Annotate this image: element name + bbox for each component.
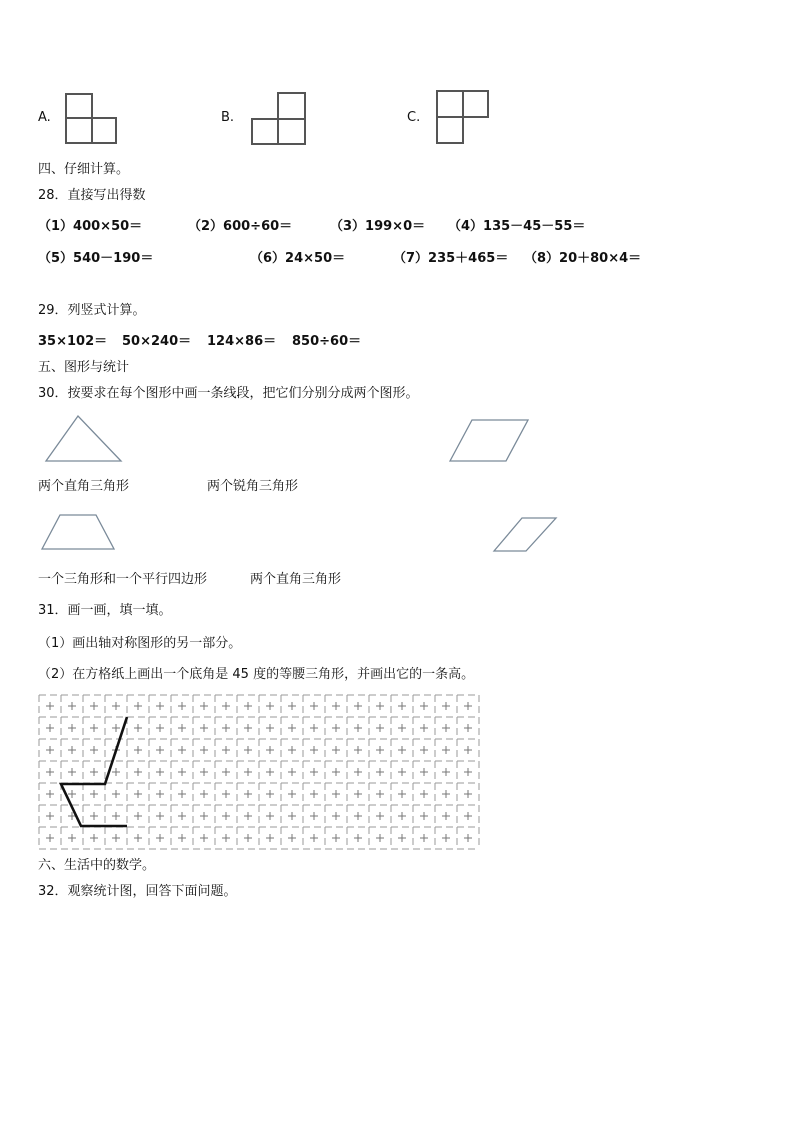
option-c-figure <box>435 90 491 146</box>
q29-item-1: 35×102＝ <box>38 334 108 349</box>
option-b-label: B. <box>221 110 235 125</box>
option-b-figure <box>250 92 308 146</box>
section4-heading: 四、仔细计算。 <box>38 162 130 177</box>
option-c-label: C. <box>407 110 421 125</box>
q29-title: 29．列竖式计算。 <box>38 303 146 318</box>
q28-item-5: （5）540－190＝ <box>38 251 154 266</box>
q31-part1: （1）画出轴对称图形的另一部分。 <box>38 636 242 651</box>
q29-item-3: 124×86＝ <box>207 334 277 349</box>
q28-item-1: （1）400×50＝ <box>38 219 143 234</box>
q30-caption-1: 两个直角三角形 <box>38 479 130 494</box>
q28-item-3: （3）199×0＝ <box>330 219 426 234</box>
triangle-shape <box>44 414 124 464</box>
q29-item-2: 50×240＝ <box>122 334 192 349</box>
grid-paper <box>38 694 482 852</box>
q28-item-2: （2）600÷60＝ <box>188 219 293 234</box>
q28-item-6: （6）24×50＝ <box>250 251 346 266</box>
q28-item-4: （4）135－45－55＝ <box>448 219 586 234</box>
section6-heading: 六、生活中的数学。 <box>38 858 156 873</box>
q32-title: 32．观察统计图，回答下面问题。 <box>38 884 237 899</box>
q28-title: 28．直接写出得数 <box>38 188 146 203</box>
q29-item-4: 850÷60＝ <box>292 334 362 349</box>
q28-item-8: （8）20＋80×4＝ <box>524 251 642 266</box>
q30-caption-2: 两个锐角三角形 <box>207 479 299 494</box>
option-a-label: A. <box>38 110 51 125</box>
q28-item-7: （7）235＋465＝ <box>393 251 509 266</box>
q30-caption-3: 一个三角形和一个平行四边形 <box>38 572 208 587</box>
parallelogram-shape-1 <box>448 418 530 464</box>
q31-part2: （2）在方格纸上画出一个底角是 45 度的等腰三角形，并画出它的一条高。 <box>38 667 475 682</box>
q30-caption-4: 两个直角三角形 <box>250 572 342 587</box>
option-a-figure <box>64 93 118 145</box>
q31-title: 31．画一画，填一填。 <box>38 603 172 618</box>
q30-title: 30．按要求在每个图形中画一条线段，把它们分别分成两个图形。 <box>38 386 419 401</box>
parallelogram-shape-2 <box>492 516 558 554</box>
trapezoid-shape <box>40 513 118 551</box>
section5-heading: 五、图形与统计 <box>38 360 130 375</box>
